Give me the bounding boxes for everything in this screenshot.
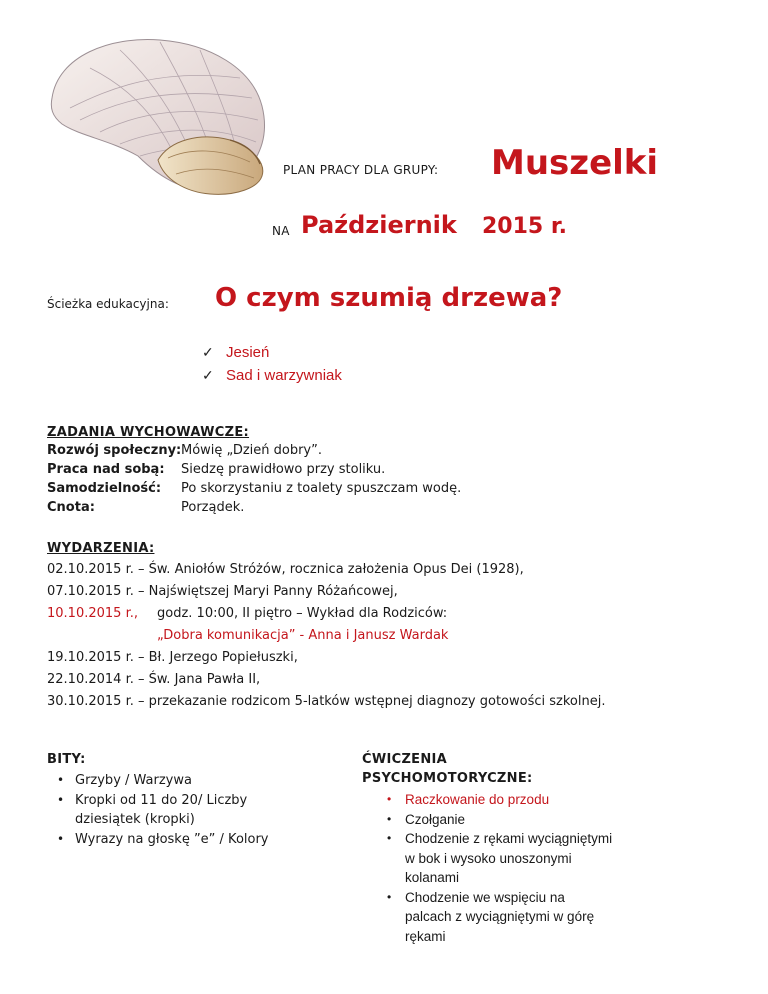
check-icon: ✓ xyxy=(202,367,214,383)
bity-section xyxy=(47,750,337,849)
bity-heading: BITY: xyxy=(47,752,86,767)
seashell-illustration xyxy=(40,28,270,208)
task-row: Samodzielność: Po skorzystaniu z toalety spuszczam wodę. xyxy=(47,481,462,496)
topic-item: ✓ Jesień xyxy=(202,341,342,364)
event-row: 30.10.2015 r. – przekazanie rodzicom 5-latków wstępnej diagnozy gotowości szkolnej. xyxy=(47,694,606,709)
list-item: • Chodzenie we wspięciu na palcach z wyciągniętymi w górę rękami xyxy=(377,888,615,947)
list-item: • Chodzenie z rękami wyciągniętymi w bok i wysoko unoszonymi kolanami xyxy=(377,829,615,888)
plan-label: PLAN PRACY DLA GRUPY: xyxy=(283,163,439,177)
task-row: Cnota: Porządek. xyxy=(47,500,245,515)
month-title: Październik xyxy=(301,211,457,239)
list-item: • Wyrazy na głoskę ”e” / Kolory xyxy=(47,830,337,850)
exercises-heading-line2: PSYCHOMOTORYCZNE: xyxy=(362,771,533,786)
year-title: 2015 r. xyxy=(482,214,567,239)
list-item: • Czołganie xyxy=(377,810,615,830)
task-row: Rozwój społeczny:Mówię „Dzień dobry”. xyxy=(47,443,322,458)
na-label: NA xyxy=(272,224,290,238)
exercises-heading-line1: ĆWICZENIA xyxy=(362,752,448,767)
list-item: • Kropki od 11 do 20/ Liczby dziesiątek (kropki) xyxy=(47,791,305,830)
event-row: 22.10.2014 r. – Św. Jana Pawła II, xyxy=(47,672,261,687)
event-row: 19.10.2015 r. – Bł. Jerzego Popiełuszki, xyxy=(47,650,298,665)
path-label: Ścieżka edukacyjna: xyxy=(47,297,169,311)
task-row: Praca nad sobą: Siedzę prawidłowo przy stoliku. xyxy=(47,462,386,477)
exercises-section xyxy=(362,750,662,946)
topic-checklist xyxy=(202,341,342,387)
tasks-section xyxy=(47,425,461,517)
exercises-list xyxy=(362,790,662,946)
path-title: O czym szumią drzewa? xyxy=(215,283,563,313)
list-item: • Raczkowanie do przodu xyxy=(377,790,615,810)
event-row: 10.10.2015 r., godz. 10:00, II piętro – Wykład dla Rodziców: xyxy=(47,606,448,621)
events-heading: WYDARZENIA: xyxy=(47,541,155,556)
event-row: 02.10.2015 r. – Św. Aniołów Stróżów, rocznica założenia Opus Dei (1928), xyxy=(47,562,524,577)
bity-list xyxy=(47,771,337,849)
tasks-heading: ZADANIA WYCHOWAWCZE: xyxy=(47,425,250,440)
topic-item: ✓ Sad i warzywniak xyxy=(202,364,342,387)
group-name: Muszelki xyxy=(491,143,659,183)
check-icon: ✓ xyxy=(202,344,214,360)
event-row: 07.10.2015 r. – Najświętszej Maryi Panny Różańcowej, xyxy=(47,584,398,599)
events-section xyxy=(47,541,605,713)
event-talk-title: „Dobra komunikacja” - Anna i Janusz Wardak xyxy=(157,628,449,643)
list-item: • Grzyby / Warzywa xyxy=(47,771,305,791)
